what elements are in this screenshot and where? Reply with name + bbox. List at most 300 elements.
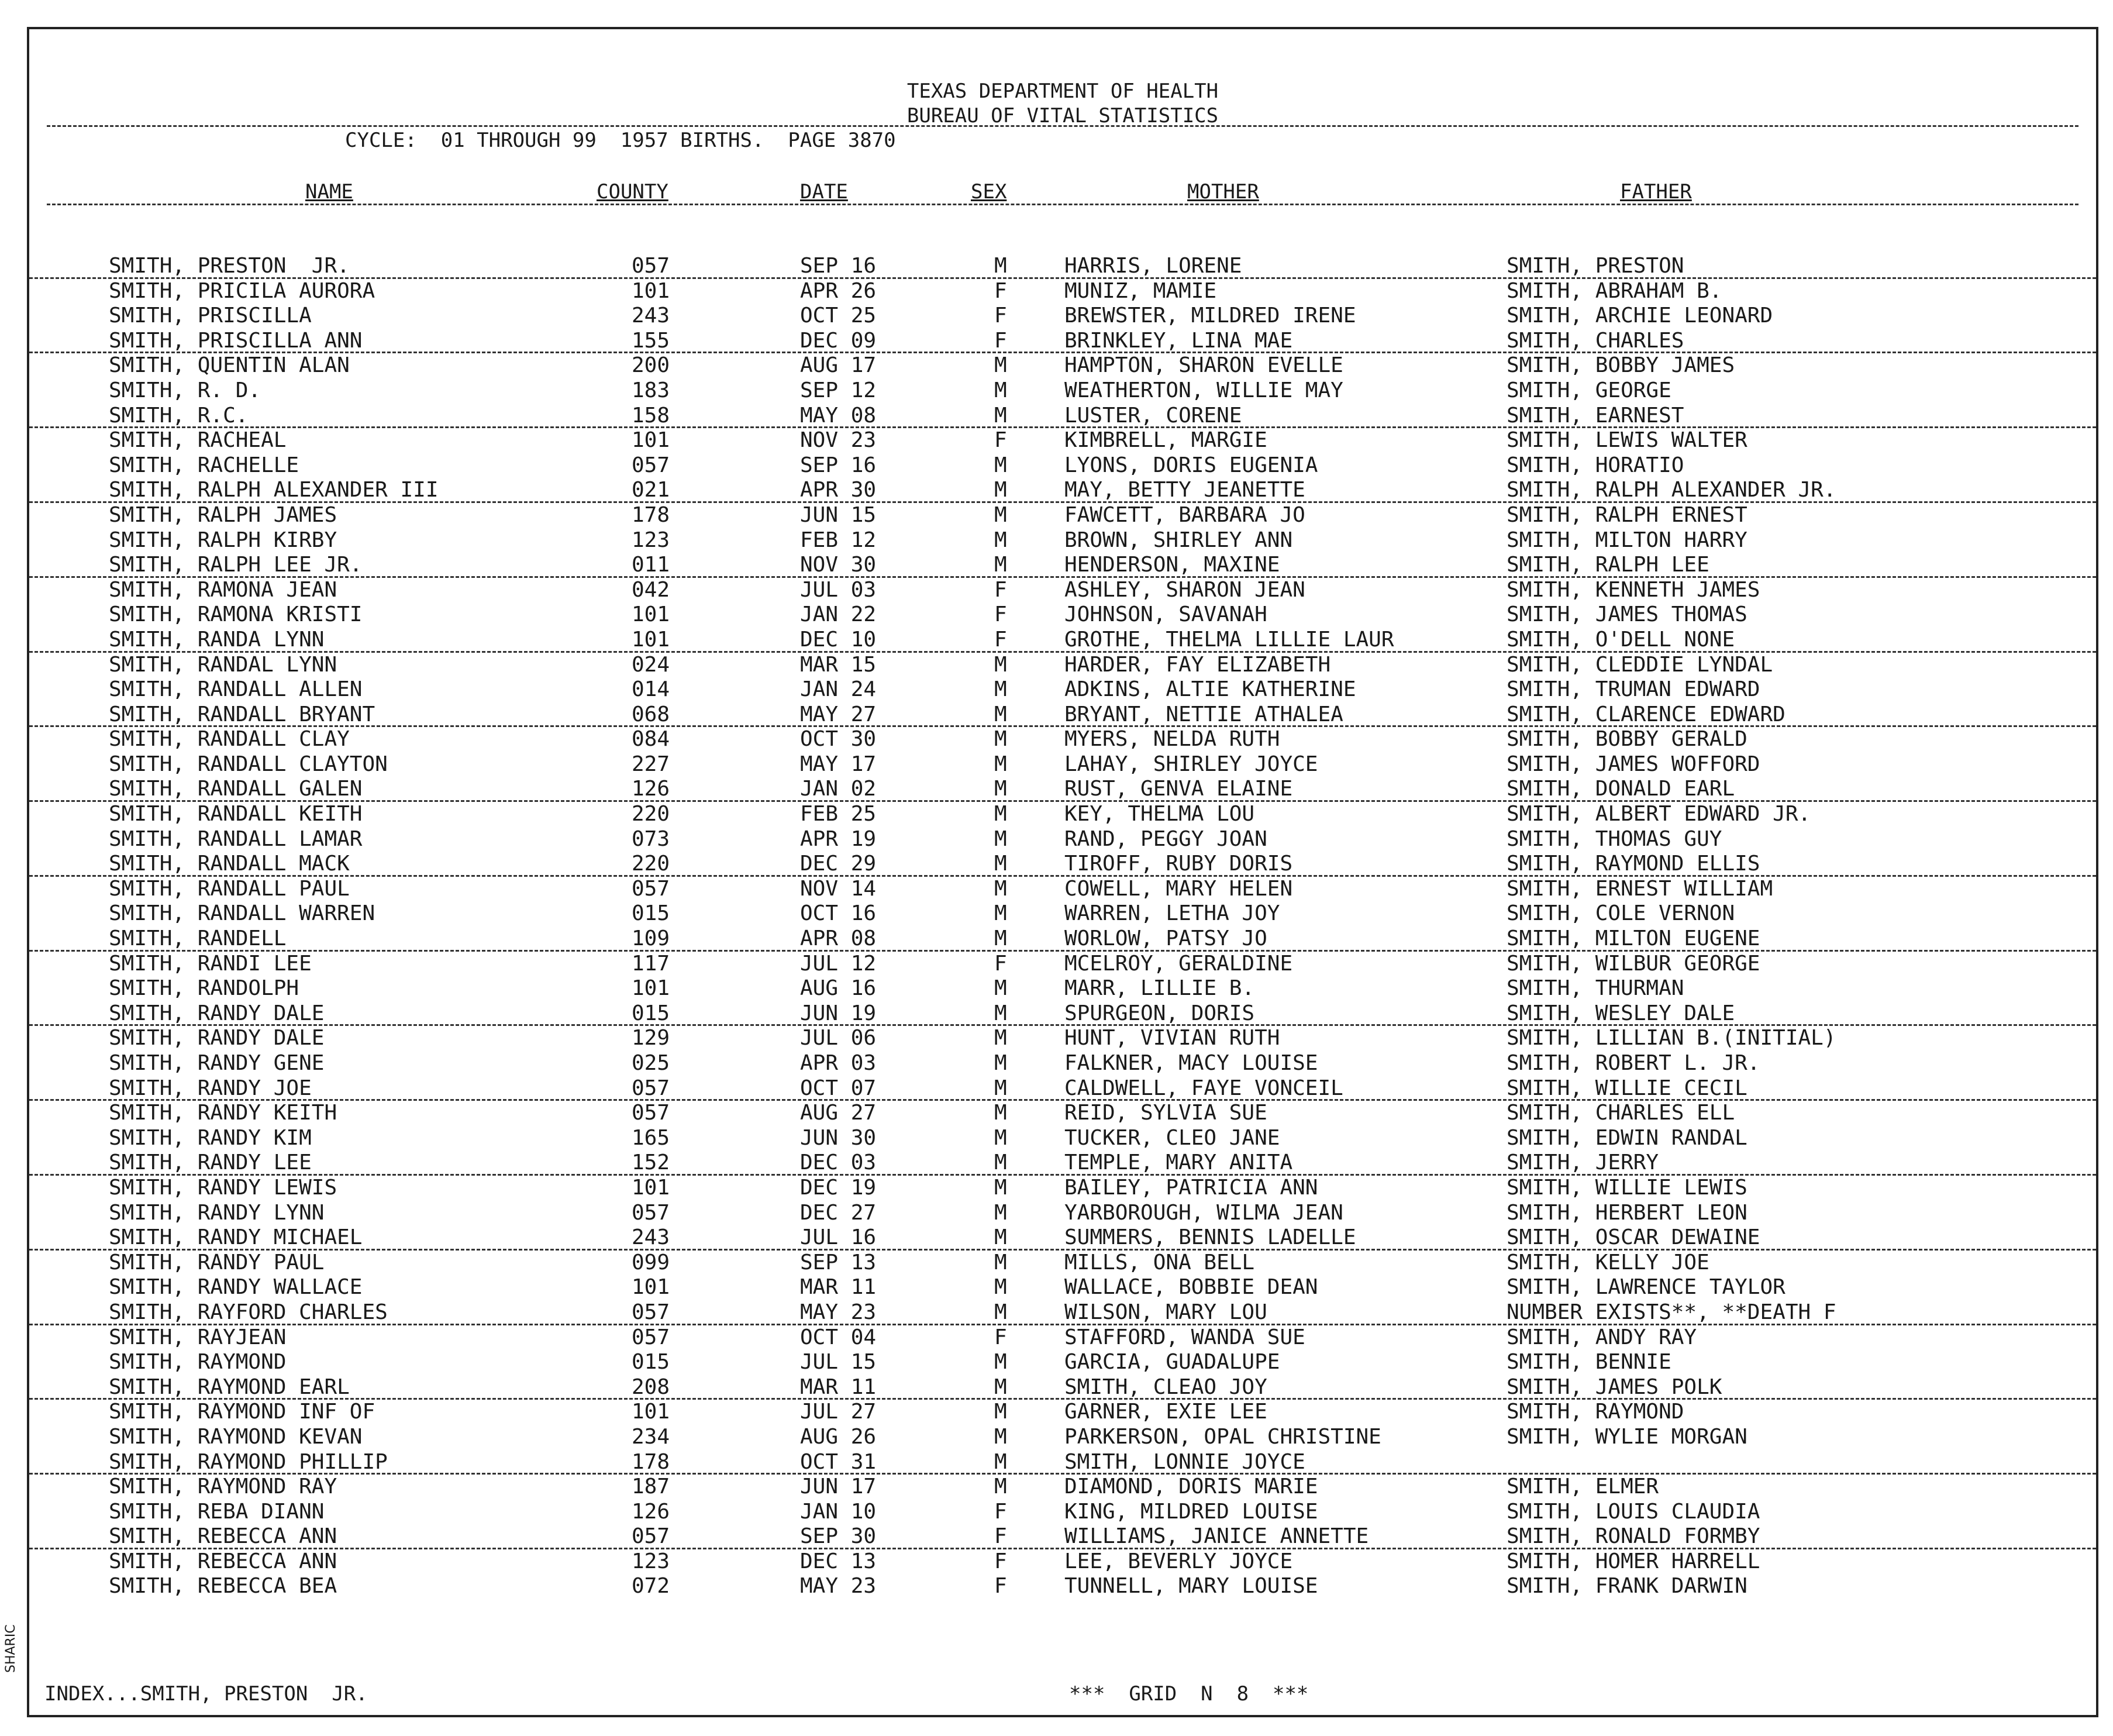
cell-name: SMITH, PRICILA AURORA: [109, 278, 375, 303]
cell-father: SMITH, LOUIS CLAUDIA: [1507, 1499, 1760, 1524]
cell-county: 057: [632, 1300, 670, 1324]
cell-name: SMITH, REBECCA ANN: [109, 1549, 337, 1573]
cell-sex: M: [994, 976, 1007, 1001]
cell-mother: BROWN, SHIRLEY ANN: [1064, 528, 1293, 552]
cell-date: OCT 16: [800, 901, 877, 926]
table-row: [29, 453, 2096, 478]
cell-sex: M: [994, 1475, 1007, 1499]
cell-mother: YARBOROUGH, WILMA JEAN: [1064, 1200, 1343, 1225]
cell-name: SMITH, RAYMOND KEVAN: [109, 1424, 363, 1449]
cell-father: SMITH, RALPH ALEXANDER JR.: [1507, 478, 1836, 502]
cell-name: SMITH, REBA DIANN: [109, 1499, 325, 1524]
cell-father: SMITH, THOMAS GUY: [1507, 826, 1722, 851]
cell-sex: F: [994, 1549, 1007, 1573]
cell-county: 101: [632, 428, 670, 453]
cell-sex: M: [994, 453, 1007, 477]
table-row: [29, 254, 2096, 279]
cell-sex: M: [994, 502, 1007, 527]
cell-mother: FAWCETT, BARBARA JO: [1064, 502, 1305, 527]
cell-county: 109: [632, 926, 670, 951]
table-row: [29, 503, 2096, 528]
cell-father: SMITH, ERNEST WILLIAM: [1507, 876, 1773, 901]
cell-county: 057: [632, 876, 670, 901]
cell-date: SEP 12: [800, 378, 877, 402]
table-row: [29, 926, 2096, 952]
cell-date: AUG 27: [800, 1101, 877, 1125]
cell-sex: M: [994, 1424, 1007, 1449]
cell-county: 101: [632, 1400, 670, 1424]
cell-father: SMITH, ROBERT L. JR.: [1507, 1051, 1760, 1075]
table-row: [29, 428, 2096, 453]
table-row: [29, 653, 2096, 678]
cell-father: SMITH, GEORGE: [1507, 378, 1671, 402]
cell-name: SMITH, RANDALL ALLEN: [109, 677, 363, 702]
cell-county: 099: [632, 1250, 670, 1275]
table-row: [29, 827, 2096, 852]
cell-county: 084: [632, 727, 670, 752]
cell-mother: GROTHE, THELMA LILLIE LAUR: [1064, 627, 1394, 652]
table-row: [29, 1375, 2096, 1400]
cell-mother: LEE, BEVERLY JOYCE: [1064, 1549, 1293, 1573]
cell-father: SMITH, MILTON HARRY: [1507, 528, 1747, 552]
cell-date: NOV 14: [800, 876, 877, 901]
cell-mother: MUNIZ, MAMIE: [1064, 278, 1217, 303]
cell-sex: M: [994, 1350, 1007, 1375]
cell-name: SMITH, RALPH ALEXANDER III: [109, 478, 439, 502]
cell-sex: M: [994, 1125, 1007, 1150]
cell-sex: M: [994, 1026, 1007, 1050]
table-row: [29, 901, 2096, 926]
cell-sex: M: [994, 403, 1007, 428]
table-row: [29, 1176, 2096, 1201]
table-row: [29, 578, 2096, 603]
cell-county: 183: [632, 378, 670, 402]
cell-date: JAN 24: [800, 677, 877, 702]
cell-name: SMITH, RANDY LYNN: [109, 1200, 325, 1225]
cell-sex: M: [994, 353, 1007, 378]
cell-name: SMITH, REBECCA BEA: [109, 1574, 337, 1599]
cell-father: SMITH, LAWRENCE TAYLOR: [1507, 1275, 1785, 1300]
cell-father: SMITH, ARCHIE LEONARD: [1507, 304, 1773, 328]
cell-date: JUN 30: [800, 1125, 877, 1150]
cell-county: 165: [632, 1125, 670, 1150]
cell-date: NOV 30: [800, 553, 877, 577]
cell-date: DEC 29: [800, 852, 877, 876]
cell-name: SMITH, PRISCILLA: [109, 304, 312, 328]
cell-county: 057: [632, 254, 670, 278]
cell-mother: SPURGEON, DORIS: [1064, 1001, 1255, 1025]
cell-county: 126: [632, 777, 670, 801]
cell-county: 117: [632, 951, 670, 976]
cell-date: MAR 15: [800, 652, 877, 677]
table-row: [29, 528, 2096, 553]
table-row: [29, 279, 2096, 304]
cell-sex: M: [994, 528, 1007, 552]
cell-father: SMITH, ALBERT EDWARD JR.: [1507, 802, 1811, 826]
cell-name: SMITH, RAYMOND: [109, 1350, 287, 1375]
cell-name: SMITH, RAMONA KRISTI: [109, 602, 363, 627]
cell-date: MAY 23: [800, 1300, 877, 1324]
cell-name: SMITH, REBECCA ANN: [109, 1524, 337, 1549]
cell-name: SMITH, QUENTIN ALAN: [109, 353, 350, 378]
cell-county: 234: [632, 1424, 670, 1449]
cell-county: 200: [632, 353, 670, 378]
table-row: [29, 1524, 2096, 1549]
table-row: [29, 1225, 2096, 1251]
cell-mother: KING, MILDRED LOUISE: [1064, 1499, 1318, 1524]
cell-date: FEB 12: [800, 528, 877, 552]
cell-mother: WEATHERTON, WILLIE MAY: [1064, 378, 1343, 402]
cell-sex: M: [994, 876, 1007, 901]
cell-name: SMITH, RANDOLPH: [109, 976, 299, 1001]
table-row: [29, 1549, 2096, 1575]
cell-county: 025: [632, 1051, 670, 1075]
cell-mother: STAFFORD, WANDA SUE: [1064, 1325, 1305, 1349]
table-row: [29, 1500, 2096, 1525]
cell-father: SMITH, CHARLES: [1507, 328, 1684, 353]
cell-mother: BRINKLEY, LINA MAE: [1064, 328, 1293, 353]
table-row: [29, 1400, 2096, 1425]
cell-county: 015: [632, 1350, 670, 1375]
cell-date: DEC 09: [800, 328, 877, 353]
cell-date: AUG 16: [800, 976, 877, 1001]
cell-county: 208: [632, 1375, 670, 1399]
cell-mother: ASHLEY, SHARON JEAN: [1064, 577, 1305, 602]
cell-father: SMITH, OSCAR DEWAINE: [1507, 1225, 1760, 1250]
cell-county: 220: [632, 802, 670, 826]
cell-county: 057: [632, 1200, 670, 1225]
cell-mother: KEY, THELMA LOU: [1064, 802, 1255, 826]
cell-county: 057: [632, 1101, 670, 1125]
table-row: [29, 976, 2096, 1001]
cell-mother: LUSTER, CORENE: [1064, 403, 1242, 428]
cell-date: JUN 17: [800, 1475, 877, 1499]
cell-sex: F: [994, 1524, 1007, 1549]
cell-name: SMITH, R. D.: [109, 378, 261, 402]
cell-sex: M: [994, 378, 1007, 402]
table-row: [29, 752, 2096, 777]
cell-date: MAY 23: [800, 1574, 877, 1599]
table-row: [29, 553, 2096, 578]
cell-date: APR 08: [800, 926, 877, 951]
cell-sex: M: [994, 1225, 1007, 1250]
table-row: [29, 1350, 2096, 1375]
cell-county: 015: [632, 901, 670, 926]
cell-name: SMITH, RANDELL: [109, 926, 287, 951]
cell-date: DEC 10: [800, 627, 877, 652]
column-header-sex: SEX: [971, 180, 1007, 204]
cell-date: DEC 03: [800, 1151, 877, 1175]
cell-name: SMITH, RANDALL KEITH: [109, 802, 363, 826]
column-header-county: COUNTY: [597, 180, 668, 204]
cell-county: 178: [632, 1449, 670, 1474]
cell-father: SMITH, WILLIE LEWIS: [1507, 1175, 1747, 1200]
cell-mother: LYONS, DORIS EUGENIA: [1064, 453, 1318, 477]
table-row: [29, 353, 2096, 378]
table-row: [29, 478, 2096, 503]
cell-name: SMITH, RANDY GENE: [109, 1051, 325, 1075]
cell-sex: M: [994, 1175, 1007, 1200]
cell-county: 101: [632, 1275, 670, 1300]
cell-sex: M: [994, 254, 1007, 278]
cell-name: SMITH, PRESTON JR.: [109, 254, 350, 278]
cell-name: SMITH, RACHEAL: [109, 428, 287, 453]
cell-county: 227: [632, 752, 670, 776]
table-row: [29, 628, 2096, 653]
table-row: [29, 852, 2096, 877]
cell-name: SMITH, RANDA LYNN: [109, 627, 325, 652]
cell-sex: M: [994, 1101, 1007, 1125]
table-row: [29, 1450, 2096, 1475]
side-mark: SHARIC: [4, 1624, 18, 1673]
table-row: [29, 1151, 2096, 1176]
cell-sex: F: [994, 304, 1007, 328]
cell-father: NUMBER EXISTS**, **DEATH F: [1507, 1300, 1836, 1324]
cell-sex: M: [994, 802, 1007, 826]
cell-date: MAY 17: [800, 752, 877, 776]
cell-county: 101: [632, 1175, 670, 1200]
cell-name: SMITH, RACHELLE: [109, 453, 299, 477]
cell-county: 101: [632, 976, 670, 1001]
cell-sex: F: [994, 627, 1007, 652]
cell-county: 057: [632, 1325, 670, 1349]
cell-date: JUN 15: [800, 502, 877, 527]
cell-county: 123: [632, 528, 670, 552]
cell-sex: M: [994, 852, 1007, 876]
cell-name: SMITH, RANDALL CLAY: [109, 727, 350, 752]
cell-sex: M: [994, 478, 1007, 502]
cell-county: 101: [632, 278, 670, 303]
cell-county: 101: [632, 602, 670, 627]
cell-date: JUL 16: [800, 1225, 877, 1250]
cell-father: SMITH, BOBBY GERALD: [1507, 727, 1747, 752]
cell-county: 129: [632, 1026, 670, 1050]
table-row: [29, 802, 2096, 827]
table-row: [29, 677, 2096, 702]
cell-mother: HENDERSON, MAXINE: [1064, 553, 1280, 577]
cell-date: DEC 19: [800, 1175, 877, 1200]
cell-date: MAR 11: [800, 1375, 877, 1399]
cell-county: 101: [632, 627, 670, 652]
cell-father: SMITH, KELLY JOE: [1507, 1250, 1709, 1275]
cell-county: 014: [632, 677, 670, 702]
table-row: [29, 727, 2096, 752]
cell-name: SMITH, RALPH JAMES: [109, 502, 337, 527]
cell-date: OCT 25: [800, 304, 877, 328]
cell-mother: TEMPLE, MARY ANITA: [1064, 1151, 1293, 1175]
cell-date: DEC 27: [800, 1200, 877, 1225]
cell-name: SMITH, RAYMOND RAY: [109, 1475, 337, 1499]
cell-name: SMITH, RANDY LEWIS: [109, 1175, 337, 1200]
cell-mother: MAY, BETTY JEANETTE: [1064, 478, 1305, 502]
column-header-rule: [47, 204, 2078, 205]
cell-mother: TUCKER, CLEO JANE: [1064, 1125, 1280, 1150]
table-row: [29, 952, 2096, 977]
cell-date: DEC 13: [800, 1549, 877, 1573]
cell-date: APR 19: [800, 826, 877, 851]
cell-county: 011: [632, 553, 670, 577]
cell-mother: TUNNELL, MARY LOUISE: [1064, 1574, 1318, 1599]
cell-father: SMITH, ABRAHAM B.: [1507, 278, 1722, 303]
table-row: [29, 1101, 2096, 1126]
cell-name: SMITH, RANDY DALE: [109, 1026, 325, 1050]
cell-date: JUL 06: [800, 1026, 877, 1050]
cell-date: NOV 23: [800, 428, 877, 453]
cell-sex: F: [994, 577, 1007, 602]
cell-name: SMITH, RAYMOND EARL: [109, 1375, 350, 1399]
cell-date: SEP 30: [800, 1524, 877, 1549]
cell-father: SMITH, HERBERT LEON: [1507, 1200, 1747, 1225]
cell-county: 057: [632, 1524, 670, 1549]
cell-county: 178: [632, 502, 670, 527]
cell-mother: MILLS, ONA BELL: [1064, 1250, 1255, 1275]
cell-mother: FALKNER, MACY LOUISE: [1064, 1051, 1318, 1075]
cell-date: APR 03: [800, 1051, 877, 1075]
table-row: [29, 404, 2096, 429]
cell-father: SMITH, BOBBY JAMES: [1507, 353, 1735, 378]
cell-mother: COWELL, MARY HELEN: [1064, 876, 1293, 901]
column-header-father: FATHER: [1620, 180, 1692, 204]
cell-sex: F: [994, 1325, 1007, 1349]
cell-sex: M: [994, 1001, 1007, 1025]
cell-sex: M: [994, 1051, 1007, 1075]
cell-mother: HARDER, FAY ELIZABETH: [1064, 652, 1331, 677]
cell-father: SMITH, JAMES WOFFORD: [1507, 752, 1760, 776]
cell-date: JUL 27: [800, 1400, 877, 1424]
cell-county: 072: [632, 1574, 670, 1599]
cell-date: JUL 15: [800, 1350, 877, 1375]
cell-name: SMITH, R.C.: [109, 403, 249, 428]
cell-county: 042: [632, 577, 670, 602]
cell-mother: GARCIA, GUADALUPE: [1064, 1350, 1280, 1375]
cell-date: JAN 10: [800, 1499, 877, 1524]
cell-father: SMITH, RONALD FORMBY: [1507, 1524, 1760, 1549]
cell-sex: M: [994, 1151, 1007, 1175]
cell-mother: HAMPTON, SHARON EVELLE: [1064, 353, 1343, 378]
cell-county: 068: [632, 702, 670, 726]
cell-sex: M: [994, 1275, 1007, 1300]
cell-mother: MARR, LILLIE B.: [1064, 976, 1255, 1001]
cell-mother: WORLOW, PATSY JO: [1064, 926, 1267, 951]
cell-father: SMITH, JAMES THOMAS: [1507, 602, 1747, 627]
cell-mother: REID, SYLVIA SUE: [1064, 1101, 1267, 1125]
cell-name: SMITH, RALPH LEE JR.: [109, 553, 363, 577]
table-row: [29, 1126, 2096, 1151]
cell-father: SMITH, JAMES POLK: [1507, 1375, 1722, 1399]
cell-county: 024: [632, 652, 670, 677]
cell-sex: M: [994, 901, 1007, 926]
column-header-name: NAME: [305, 180, 353, 204]
cell-sex: M: [994, 1200, 1007, 1225]
table-row: [29, 1574, 2096, 1599]
cell-county: 123: [632, 1549, 670, 1573]
cell-father: SMITH, FRANK DARWIN: [1507, 1574, 1747, 1599]
cell-father: SMITH, BENNIE: [1507, 1350, 1671, 1375]
cell-mother: RUST, GENVA ELAINE: [1064, 777, 1293, 801]
cell-name: SMITH, RANDAL LYNN: [109, 652, 337, 677]
table-row: [29, 329, 2096, 354]
cell-name: SMITH, RANDY WALLACE: [109, 1275, 363, 1300]
cell-date: OCT 04: [800, 1325, 877, 1349]
cell-name: SMITH, RALPH KIRBY: [109, 528, 337, 552]
table-row: [29, 877, 2096, 902]
cell-father: SMITH, RAYMOND: [1507, 1400, 1684, 1424]
cell-sex: F: [994, 1499, 1007, 1524]
cell-father: SMITH, CLEDDIE LYNDAL: [1507, 652, 1773, 677]
cell-mother: JOHNSON, SAVANAH: [1064, 602, 1267, 627]
cell-mother: HARRIS, LORENE: [1064, 254, 1242, 278]
cell-mother: KIMBRELL, MARGIE: [1064, 428, 1267, 453]
cycle-line: CYCLE: 01 THROUGH 99 1957 BIRTHS. PAGE 3870: [345, 129, 896, 152]
cell-father: SMITH, HORATIO: [1507, 453, 1684, 477]
cell-name: SMITH, RAYJEAN: [109, 1325, 287, 1349]
cell-county: 152: [632, 1151, 670, 1175]
cell-name: SMITH, RANDY PAUL: [109, 1250, 325, 1275]
cell-father: SMITH, RAYMOND ELLIS: [1507, 852, 1760, 876]
cell-father: SMITH, PRESTON: [1507, 254, 1684, 278]
cell-mother: CALDWELL, FAYE VONCEIL: [1064, 1076, 1343, 1100]
cell-sex: M: [994, 752, 1007, 776]
column-header-mother: MOTHER: [1187, 180, 1259, 204]
cell-sex: F: [994, 278, 1007, 303]
cell-county: 187: [632, 1475, 670, 1499]
cell-sex: F: [994, 1574, 1007, 1599]
cell-father: SMITH, JERRY: [1507, 1151, 1659, 1175]
table-row: [29, 1201, 2096, 1226]
cell-date: SEP 16: [800, 453, 877, 477]
cell-mother: WILSON, MARY LOU: [1064, 1300, 1267, 1324]
cell-name: SMITH, RANDY LEE: [109, 1151, 312, 1175]
cell-name: SMITH, RANDALL GALEN: [109, 777, 363, 801]
table-row: [29, 1251, 2096, 1276]
cell-name: SMITH, RANDY JOE: [109, 1076, 312, 1100]
table-row: [29, 1076, 2096, 1101]
table-row: [29, 304, 2096, 329]
cell-name: SMITH, RANDALL MACK: [109, 852, 350, 876]
table-row: [29, 378, 2096, 404]
table-row: [29, 1425, 2096, 1450]
cell-mother: WILLIAMS, JANICE ANNETTE: [1064, 1524, 1369, 1549]
index-footer: INDEX...SMITH, PRESTON JR.: [44, 1682, 368, 1706]
cell-date: OCT 31: [800, 1449, 877, 1474]
cell-father: SMITH, TRUMAN EDWARD: [1507, 677, 1760, 702]
cell-sex: F: [994, 602, 1007, 627]
cell-sex: M: [994, 702, 1007, 726]
cell-date: APR 30: [800, 478, 877, 502]
cell-date: JUL 03: [800, 577, 877, 602]
table-row: [29, 1275, 2096, 1300]
cell-date: JAN 02: [800, 777, 877, 801]
cell-name: SMITH, RAMONA JEAN: [109, 577, 337, 602]
cell-name: SMITH, RANDALL PAUL: [109, 876, 350, 901]
cell-name: SMITH, RANDY MICHAEL: [109, 1225, 363, 1250]
cell-mother: TIROFF, RUBY DORIS: [1064, 852, 1293, 876]
bureau-title: BUREAU OF VITAL STATISTICS: [906, 104, 1219, 128]
cell-father: SMITH, LILLIAN B.(INITIAL): [1507, 1026, 1836, 1050]
cell-mother: WARREN, LETHA JOY: [1064, 901, 1280, 926]
cell-mother: SMITH, LONNIE JOYCE: [1064, 1449, 1305, 1474]
table-row: [29, 1300, 2096, 1325]
cell-father: SMITH, DONALD EARL: [1507, 777, 1735, 801]
cell-name: SMITH, RANDY KEITH: [109, 1101, 337, 1125]
table-row: [29, 1051, 2096, 1076]
table-row: [29, 1475, 2096, 1500]
cell-father: SMITH, EDWIN RANDAL: [1507, 1125, 1747, 1150]
cell-mother: BAILEY, PATRICIA ANN: [1064, 1175, 1318, 1200]
cell-father: SMITH, LEWIS WALTER: [1507, 428, 1747, 453]
cell-father: SMITH, WYLIE MORGAN: [1507, 1424, 1747, 1449]
cell-name: SMITH, RAYMOND PHILLIP: [109, 1449, 388, 1474]
